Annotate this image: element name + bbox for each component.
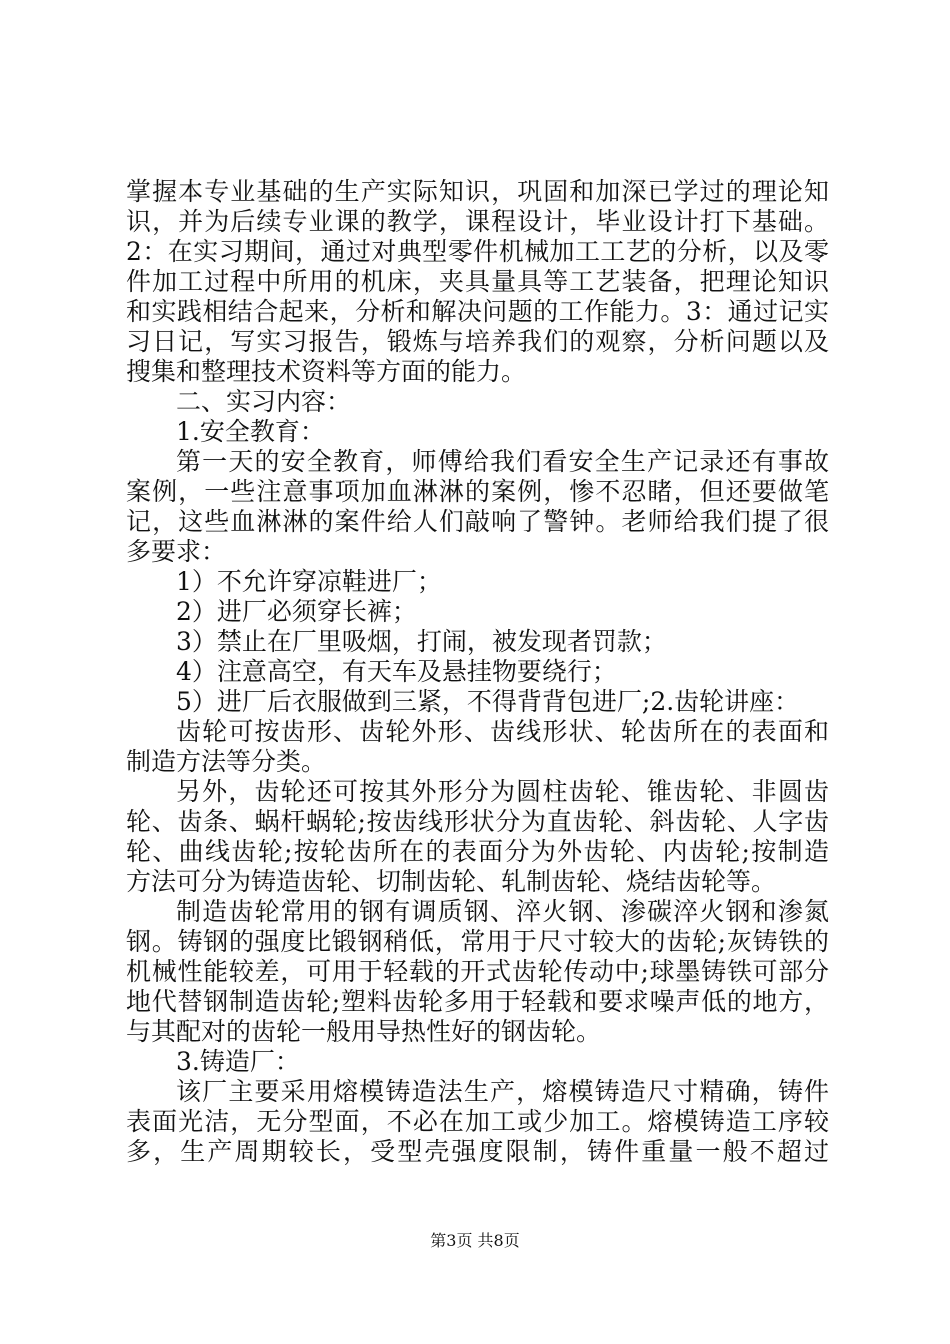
text-line: 件加工过程中所用的机床，夹具量具等工艺装备，把理论知识	[126, 267, 829, 296]
text-line: 多要求：	[126, 537, 227, 566]
text-line: 轮、曲线齿轮;按轮齿所在的表面分为外齿轮、内齿轮;按制造	[126, 837, 829, 866]
section-heading: 二、实习内容：	[176, 387, 352, 416]
list-item: 4）注意高空，有天车及悬挂物要绕行；	[176, 657, 617, 686]
text-line: 制造齿轮常用的钢有调质钢、淬火钢、渗碳淬火钢和渗氮	[176, 897, 829, 926]
list-item: 2）进厂必须穿长裤；	[176, 597, 417, 626]
text-line: 另外，齿轮还可按其外形分为圆柱齿轮、锥齿轮、非圆齿	[176, 777, 829, 806]
text-line: 该厂主要采用熔模铸造法生产，熔模铸造尺寸精确，铸件	[176, 1077, 829, 1106]
page-number-footer: 第3页 共8页	[430, 1231, 520, 1250]
text-line: 表面光洁，无分型面，不必在加工或少加工。熔模铸造工序较	[126, 1107, 829, 1136]
text-line: 2：在实习期间，通过对典型零件机械加工工艺的分析，以及零	[126, 237, 829, 266]
list-item: 1）不允许穿凉鞋进厂；	[176, 567, 442, 596]
subsection-heading: 1.安全教育：	[176, 417, 325, 446]
text-line: 第一天的安全教育，师傅给我们看安全生产记录还有事故	[176, 447, 829, 476]
text-line: 记，这些血淋淋的案件给人们敲响了警钟。老师给我们提了很	[126, 507, 829, 536]
text-line: 习日记，写实习报告，锻炼与培养我们的观察，分析问题以及	[126, 327, 829, 356]
text-line: 制造方法等分类。	[126, 747, 327, 776]
text-line: 多，生产周期较长，受型壳强度限制，铸件重量一般不超过	[126, 1137, 829, 1166]
text-line: 机械性能较差，可用于轻载的开式齿轮传动中;球墨铸铁可部分	[126, 957, 829, 986]
text-line: 方法可分为铸造齿轮、切制齿轮、轧制齿轮、烧结齿轮等。	[126, 867, 777, 896]
text-line: 案例，一些注意事项加血淋淋的案例，惨不忍睹，但还要做笔	[126, 477, 829, 506]
text-line: 齿轮可按齿形、齿轮外形、齿线形状、轮齿所在的表面和	[176, 717, 829, 746]
text-line: 识，并为后续专业课的教学，课程设计，毕业设计打下基础。	[126, 207, 829, 236]
text-line: 与其配对的齿轮一般用导热性好的钢齿轮。	[126, 1017, 602, 1046]
list-item: 5）进厂后衣服做到三紧，不得背背包进厂;2.齿轮讲座：	[176, 687, 800, 716]
text-line: 地代替钢制造齿轮;塑料齿轮多用于轻载和要求噪声低的地方，	[126, 987, 829, 1016]
text-line: 掌握本专业基础的生产实际知识，巩固和加深已学过的理论知	[126, 177, 829, 206]
subsection-heading: 3.铸造厂：	[176, 1047, 300, 1076]
list-item: 3）禁止在厂里吸烟，打闹，被发现者罚款；	[176, 627, 667, 656]
text-line: 轮、齿条、蜗杆蜗轮;按齿线形状分为直齿轮、斜齿轮、人字齿	[126, 807, 829, 836]
text-line: 钢。铸钢的强度比锻钢稍低，常用于尺寸较大的齿轮;灰铸铁的	[126, 927, 829, 956]
text-line: 和实践相结合起来，分析和解决问题的工作能力。3：通过记实	[126, 297, 829, 326]
text-line: 搜集和整理技术资料等方面的能力。	[126, 357, 527, 386]
